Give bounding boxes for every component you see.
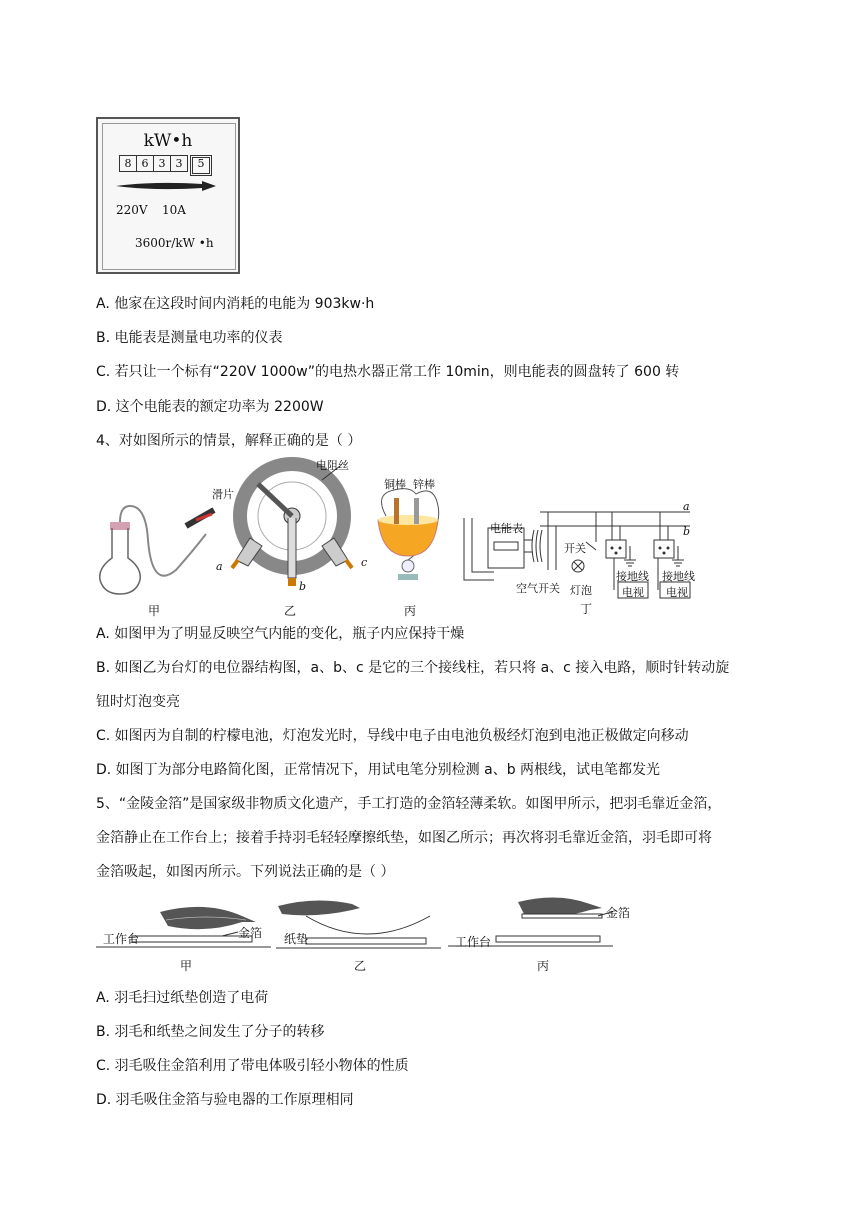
label-bench-1: 工作台 [103, 932, 140, 946]
meter-digit: 8 [119, 155, 137, 172]
label-bulb: 灯泡 [570, 584, 592, 597]
q4-option-b: B. 如图乙为台灯的电位器结构图，a、b、c 是它的三个接线柱，若只将 a、c 接入电路，顺时针转动旋 [96, 660, 730, 676]
q4-option-b-cont: 钮时灯泡变亮 [96, 694, 180, 710]
q5-stem-line-2: 金箔静止在工作台上；接着手持羽毛轻轻摩擦纸垫，如图乙所示；再次将羽毛靠近金箔，羽毛即可将 [96, 830, 712, 846]
q3-option-b: B. 电能表是测量电功率的仪表 [96, 330, 283, 346]
meter-digit: 3 [154, 155, 171, 172]
meter-pointer [114, 179, 218, 193]
label-tv-2: 电视 [666, 586, 688, 599]
q3-option-c: C. 若只让一个标有“220V 1000w”的电热水器正常工作 10min，则电能表的圆盘转了 600 转 [96, 364, 680, 380]
caption-ding: 丁 [580, 602, 593, 616]
caption-q5-jia: 甲 [180, 959, 193, 973]
label-air-switch: 空气开关 [516, 582, 560, 595]
label-b: b [299, 580, 307, 593]
label-meter: 电能表 [490, 522, 523, 535]
caption-q5-bing: 丙 [537, 959, 550, 973]
label-c: c [361, 556, 368, 569]
label-foil-3: 金箔 [606, 906, 631, 920]
label-ground-1: 接地线 [616, 570, 649, 583]
figure-yi-potentiometer [222, 456, 372, 596]
meter-digit: 6 [137, 155, 154, 172]
q4-option-c: C. 如图丙为自制的柠檬电池，灯泡发光时，导线中电子由电池负极经灯泡到电池正极做定向移动 [96, 728, 689, 744]
q4-option-a: A. 如图甲为了明显反映空气内能的变化，瓶子内应保持干燥 [96, 626, 465, 642]
figure-jia-flask [96, 500, 216, 600]
label-foil-1: 金箔 [238, 926, 263, 940]
meter-voltage: 220V [116, 203, 148, 217]
meter-digits [119, 155, 212, 176]
meter-digit: 5 [190, 155, 212, 176]
label-line-b: b [683, 525, 691, 538]
q5-option-b: B. 羽毛和纸垫之间发生了分子的转移 [96, 1024, 325, 1040]
label-tv-1: 电视 [622, 586, 644, 599]
q5-option-c: C. 羽毛吸住金箔利用了带电体吸引轻小物体的性质 [96, 1058, 409, 1074]
label-line-a: a [683, 500, 690, 513]
figure-bing-lemon [374, 486, 444, 586]
q4-stem: 4、对如图所示的情景，解释正确的是（ ） [96, 433, 362, 449]
label-bench-3: 工作台 [455, 935, 492, 949]
caption-q5-yi: 乙 [354, 959, 367, 973]
label-copper: 铜棒 [384, 478, 406, 491]
caption-yi: 乙 [284, 604, 297, 618]
q5-option-a: A. 羽毛扫过纸垫创造了电荷 [96, 990, 269, 1006]
label-pad: 纸垫 [284, 932, 309, 946]
caption-jia: 甲 [148, 604, 161, 618]
q5-option-d: D. 羽毛吸住金箔与验电器的工作原理相同 [96, 1092, 354, 1108]
label-ground-2: 接地线 [662, 570, 695, 583]
q5-stem-line-1: 5、“金陵金箔”是国家级非物质文化遗产，手工打造的金箔轻薄柔软。如图甲所示，把羽毛靠近金箔， [96, 796, 722, 812]
label-zinc: 锌棒 [413, 478, 435, 491]
label-a: a [216, 560, 223, 573]
q4-option-d: D. 如图丁为部分电路简化图，正常情况下，用试电笔分别检测 a、b 两根线，试电笔都发光 [96, 762, 661, 778]
label-switch: 开关 [564, 542, 586, 555]
q3-option-d: D. 这个电能表的额定功率为 2200W [96, 399, 324, 415]
q3-option-a: A. 他家在这段时间内消耗的电能为 903kw·h [96, 296, 375, 312]
label-resistance-wire: 电阻丝 [316, 459, 349, 472]
meter-unit: kW•h [143, 131, 193, 151]
q5-stem-line-3: 金箔吸起，如图丙所示。下列说法正确的是（ ） [96, 864, 395, 880]
meter-current: 10A [162, 203, 186, 217]
meter-revs: 3600r/kW •h [135, 236, 214, 250]
label-slider: 滑片 [212, 488, 234, 501]
meter-figure [96, 117, 240, 274]
meter-digit: 3 [171, 155, 188, 172]
caption-bing: 丙 [404, 604, 417, 618]
